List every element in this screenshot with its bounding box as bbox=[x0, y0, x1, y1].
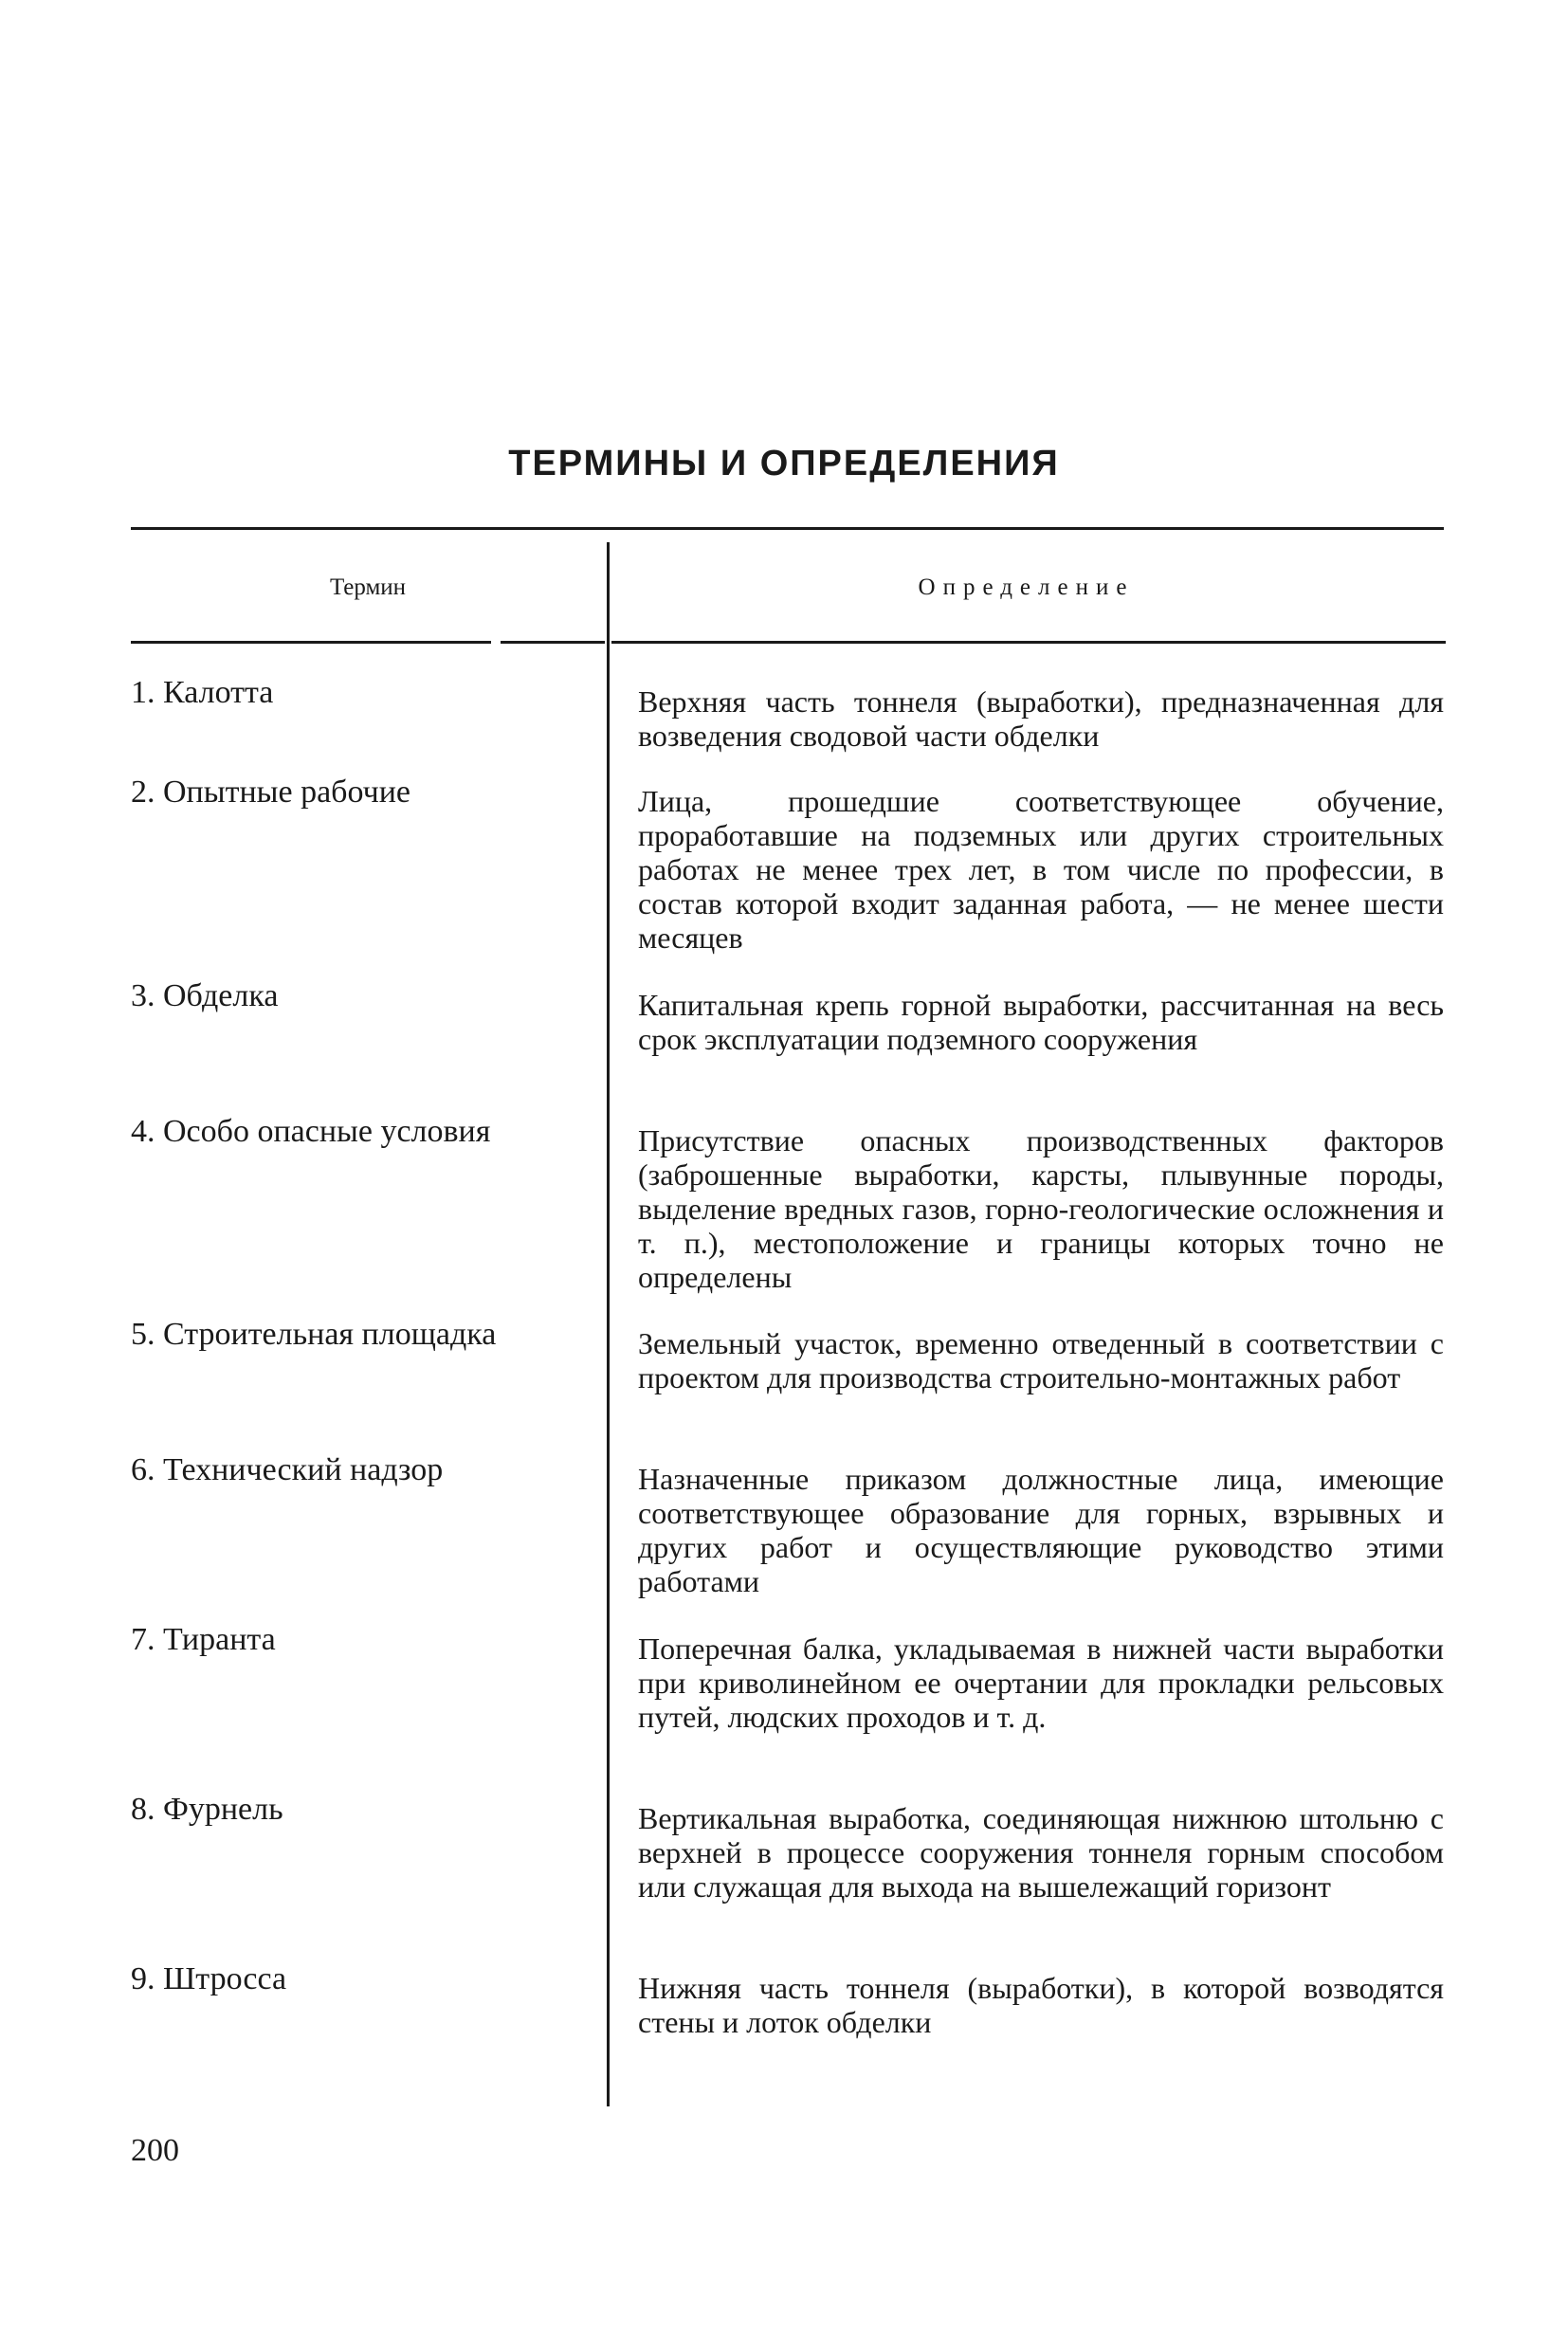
definition-cell: Вертикальная выработка, соединяющая нижнюю штольню с верхней в процессе сооружения тоннеля горным способом или служащая для выхода на вышележащий горизонт bbox=[638, 1801, 1444, 1904]
term-cell: 4. Особо опасные условия bbox=[131, 1114, 491, 1149]
term-cell: 3. Обделка bbox=[131, 978, 279, 1013]
term-cell: 7. Тиранта bbox=[131, 1622, 276, 1657]
column-divider bbox=[607, 542, 610, 2106]
page-number: 200 bbox=[131, 2133, 179, 2168]
definition-cell: Земельный участок, временно отведенный в соответствии с проектом для производства строительно-монтажных работ bbox=[638, 1326, 1444, 1394]
term-cell: 2. Опытные рабочие bbox=[131, 775, 410, 810]
definition-cell: Лица, прошедшие соответствующее обучение, проработавшие на подземных или других строительных работах не менее трех лет, в том числе по профессии, в состав которой входит заданная работа, — не менее шести месяцев bbox=[638, 784, 1444, 955]
definition-cell: Нижняя часть тоннеля (выработки), в которой возводятся стены и лоток обделки bbox=[638, 1971, 1444, 2039]
term-cell: 9. Штросса bbox=[131, 1961, 287, 1996]
definition-cell: Поперечная балка, укладываемая в нижней части выработки при криволинейном ее очертании для прокладки рельсовых путей, людских проходов и т. д. bbox=[638, 1631, 1444, 1734]
term-cell: 8. Фурнель bbox=[131, 1792, 283, 1827]
definition-cell: Присутствие опасных производственных факторов (заброшенные выработки, карсты, плывунные породы, выделение вредных газов, горно-геологические осложнения и т. п.), местоположение и границы которых точно не определены bbox=[638, 1123, 1444, 1294]
definition-cell: Верхняя часть тоннеля (выработки), предназначенная для возведения сводовой части обделки bbox=[638, 684, 1444, 753]
definition-cell: Капитальная крепь горной выработки, рассчитанная на весь срок эксплуатации подземного сооружения bbox=[638, 988, 1444, 1056]
page-title: ТЕРМИНЫ И ОПРЕДЕЛЕНИЯ bbox=[508, 444, 1060, 483]
header-rule-right bbox=[611, 641, 1446, 644]
header-rule-left-short bbox=[501, 641, 605, 644]
term-column-header: Термин bbox=[329, 574, 407, 600]
definition-column-header: Определение bbox=[918, 574, 1135, 600]
term-cell: 6. Технический надзор bbox=[131, 1452, 444, 1487]
table-top-rule bbox=[131, 527, 1444, 530]
definition-cell: Назначенные приказом должностные лица, имеющие соответствующее образование для горных, взрывных и других работ и осуществляющие руководство этими работами bbox=[638, 1462, 1444, 1598]
term-cell: 5. Строительная площадка bbox=[131, 1317, 497, 1352]
header-rule-left bbox=[131, 641, 491, 644]
term-cell: 1. Калотта bbox=[131, 675, 274, 710]
